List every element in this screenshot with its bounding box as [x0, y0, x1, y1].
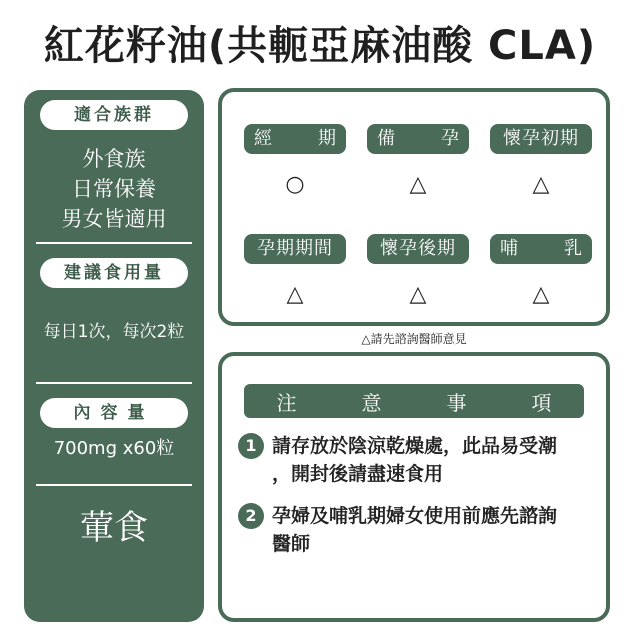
- stage-preparing: [367, 124, 469, 154]
- stage-early-pregnancy: [490, 124, 592, 154]
- notice-header-char: 注: [276, 390, 297, 415]
- stage-label: 孕期期間: [257, 238, 333, 259]
- stage-label: 哺: [500, 238, 518, 259]
- divider: [36, 242, 192, 244]
- notice-item: [238, 432, 598, 488]
- mark-late-pregnancy: △: [409, 282, 427, 307]
- notice-text: 孕婦及哺乳期婦女使用前應先諮詢: [272, 505, 558, 527]
- mark-breastfeeding: △: [532, 282, 550, 307]
- notice-header: [244, 384, 584, 418]
- notice-header-char: 項: [531, 390, 552, 415]
- stage-label: 期: [318, 128, 336, 149]
- dosage-value: 每日1次，每次2粒: [43, 322, 185, 342]
- content-value: 700mg x60粒: [53, 438, 175, 459]
- stage-menstruation: [244, 124, 346, 154]
- target-group-2: 日常保養: [72, 177, 156, 201]
- notice-number: 1: [238, 433, 264, 459]
- notice-item: [238, 502, 598, 558]
- notice-header-char: 事: [446, 390, 467, 415]
- mark-menstruation: ○: [285, 172, 305, 197]
- stage-label: 懷孕後期: [380, 238, 456, 259]
- stage-breastfeeding: [490, 234, 592, 264]
- stage-label: 備: [377, 128, 395, 149]
- mark-preparing: △: [409, 172, 427, 197]
- page-title: 紅花籽油(共軛亞麻油酸 CLA): [43, 23, 597, 69]
- stage-late-pregnancy: [367, 234, 469, 264]
- mark-early-pregnancy: △: [532, 172, 550, 197]
- stage-label: 乳: [564, 238, 582, 259]
- notice-panel: [218, 352, 610, 622]
- stage-label: 懷孕初期: [503, 128, 579, 149]
- divider: [36, 382, 192, 384]
- mark-pregnancy: △: [286, 282, 304, 307]
- notice-header-char: 意: [361, 390, 382, 415]
- notice-text: 醫師: [272, 533, 311, 555]
- content-label: 內容量: [40, 398, 188, 428]
- notice-text: ，開封後請盡速食用: [272, 463, 444, 485]
- diet-type: 葷食: [80, 508, 148, 548]
- stage-label: 經: [254, 128, 272, 149]
- target-group-1: 外食族: [82, 147, 146, 171]
- dosage-label: 建議食用量: [40, 258, 188, 288]
- stage-label: 孕: [441, 128, 459, 149]
- target-group-label: 適合族群: [40, 100, 188, 130]
- pregnancy-stage-panel: [218, 88, 610, 326]
- footnote: △請先諮詢醫師意見: [361, 332, 467, 346]
- stage-pregnancy: [244, 234, 346, 264]
- divider: [36, 484, 192, 486]
- notice-text: 請存放於陰涼乾燥處，此品易受潮: [272, 435, 558, 457]
- notice-number: 2: [238, 503, 264, 529]
- left-info-panel: [24, 90, 204, 622]
- target-group-3: 男女皆適用: [61, 207, 167, 231]
